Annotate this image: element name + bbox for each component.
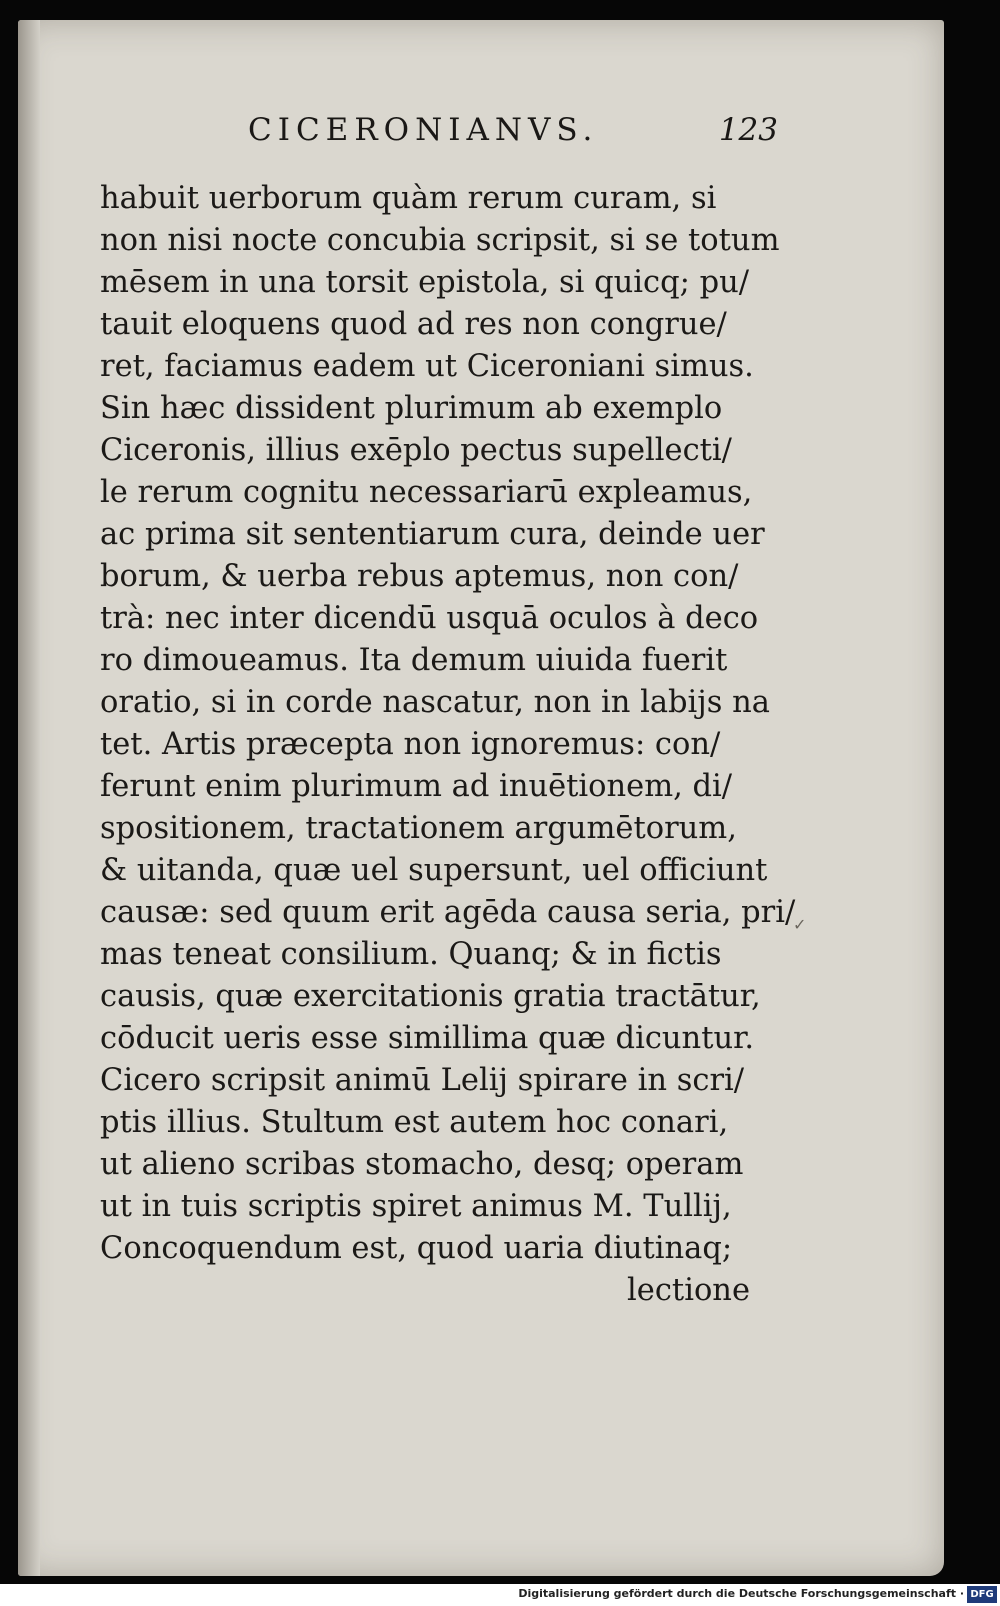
digitization-footer bbox=[0, 1584, 1000, 1606]
margin-mark: ✓ bbox=[793, 915, 807, 934]
footer-credit: Digitalisierung gefördert durch die Deutsche Forschungsgemeinschaft · bbox=[518, 1587, 964, 1600]
body-text bbox=[100, 178, 796, 1312]
book-page bbox=[18, 20, 944, 1576]
text-line: & uitanda, quæ uel supersunt, uel officiunt bbox=[100, 853, 768, 888]
dfg-logo: DFG bbox=[967, 1586, 997, 1603]
text-line: ac prima sit sententiarum cura, deinde uer bbox=[100, 517, 765, 552]
text-line: ro dimoueamus. Ita demum uiuida fuerit bbox=[100, 643, 728, 678]
text-line: cōducit ueris esse simillima quæ dicuntur. bbox=[100, 1021, 755, 1056]
text-line: borum, & uerba rebus aptemus, non con/ bbox=[100, 559, 739, 594]
text-line: tet. Artis præcepta non ignoremus: con/ bbox=[100, 727, 721, 762]
text-line: causis, quæ exercitationis gratia tractātur, bbox=[100, 979, 761, 1014]
text-line: oratio, si in corde nascatur, non in labijs na bbox=[100, 685, 770, 720]
text-line: habuit uerborum quàm rerum curam, si bbox=[100, 181, 717, 216]
text-line: Cicero scripsit animū Lelij spirare in scri/ bbox=[100, 1063, 745, 1098]
text-line: ptis illius. Stultum est autem hoc conari, bbox=[100, 1105, 729, 1140]
running-head bbox=[248, 112, 778, 162]
text-line: non nisi nocte concubia scripsit, si se totum bbox=[100, 223, 780, 258]
text-line: trà: nec inter dicendū usquā oculos à deco bbox=[100, 601, 759, 636]
text-line: tauit eloquens quod ad res non congrue/ bbox=[100, 307, 727, 342]
text-line: ut in tuis scriptis spiret animus M. Tullij, bbox=[100, 1189, 732, 1224]
text-line: ret, faciamus eadem ut Ciceroniani simus. bbox=[100, 349, 754, 384]
text-line: ut alieno scribas stomacho, desq; operam bbox=[100, 1147, 744, 1182]
text-line: Sin hæc dissident plurimum ab exemplo bbox=[100, 391, 723, 426]
page-number: 123 bbox=[718, 112, 778, 148]
text-line: le rerum cognitu necessariarū expleamus, bbox=[100, 475, 753, 510]
text-line: mas teneat consilium. Quanq; & in fictis bbox=[100, 937, 722, 972]
page-gutter bbox=[18, 20, 40, 1576]
running-title: CICERONIANVS. bbox=[248, 112, 599, 148]
text-line: mēsem in una torsit epistola, si quicq; pu/ bbox=[100, 265, 750, 300]
text-line: ferunt enim plurimum ad inuētionem, di/ bbox=[100, 769, 733, 804]
text-line: lectione bbox=[627, 1273, 750, 1308]
text-line: Ciceronis, illius exēplo pectus supellecti/ bbox=[100, 433, 732, 468]
text-line: Concoquendum est, quod uaria diutinaq; bbox=[100, 1231, 733, 1266]
text-line: spositionem, tractationem argumētorum, bbox=[100, 811, 737, 846]
text-line: causæ: sed quum erit agēda causa seria, pri/ bbox=[100, 895, 796, 930]
